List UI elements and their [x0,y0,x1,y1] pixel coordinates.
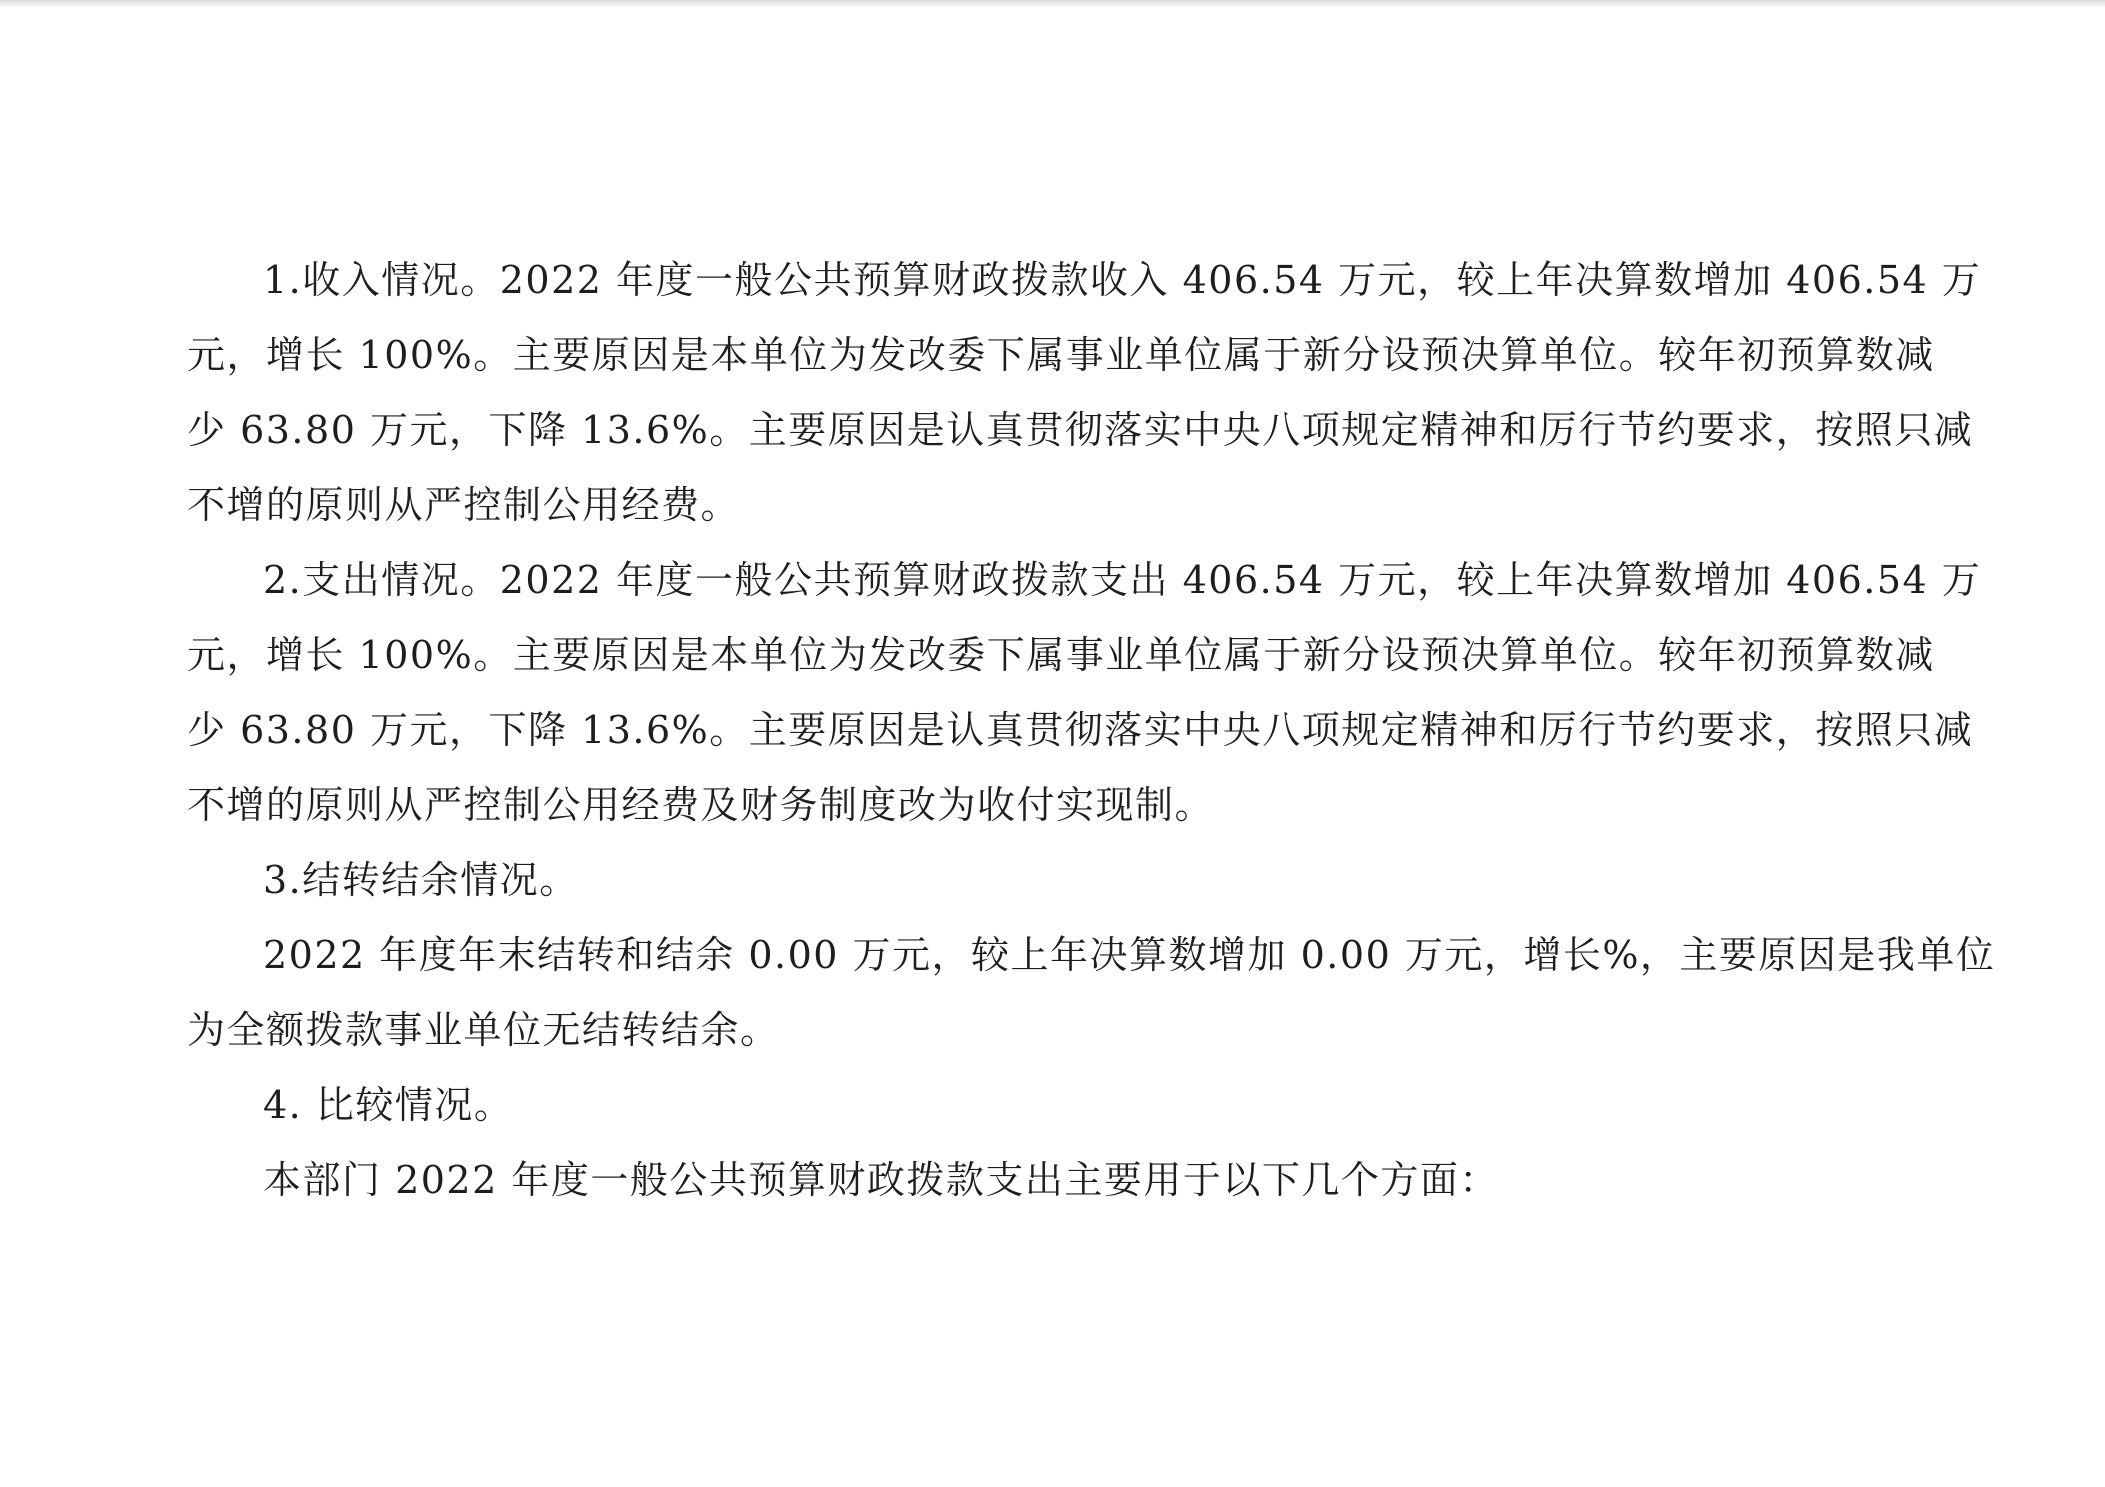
paragraph-expense-line-3: 少 63.80 万元，下降 13.6%。主要原因是认真贯彻落实中央八项规定精神和厉行节约要求，按照只减 [187,708,1974,752]
paragraph-carryover-line-1: 2022 年度年末结转和结余 0.00 万元，较上年决算数增加 0.00 万元，增长%，主要原因是我单位 [263,933,1996,977]
paragraph-expense-line-1: 2.支出情况。2022 年度一般公共预算财政拨款支出 406.54 万元，较上年决算数增加 406.54 万 [263,558,1982,602]
scan-top-edge [0,0,2105,8]
paragraph-income-line-1: 1.收入情况。2022 年度一般公共预算财政拨款收入 406.54 万元，较上年决算数增加 406.54 万 [263,258,1982,302]
section-heading-carryover: 3.结转结余情况。 [263,858,579,902]
paragraph-expense-line-4: 不增的原则从严控制公用经费及财务制度改为收付实现制。 [187,783,1215,827]
paragraph-income-line-2: 元，增长 100%。主要原因是本单位为发改委下属事业单位属于新分设预决算单位。较年初预算数减 [187,333,1935,377]
paragraph-comparison-intro: 本部门 2022 年度一般公共预算财政拨款支出主要用于以下几个方面： [263,1158,1499,1202]
paragraph-carryover-line-2: 为全额拨款事业单位无结转结余。 [187,1008,780,1052]
section-heading-comparison: 4. 比较情况。 [263,1083,514,1127]
paragraph-expense-line-2: 元，增长 100%。主要原因是本单位为发改委下属事业单位属于新分设预决算单位。较年初预算数减 [187,633,1935,677]
paragraph-income-line-4: 不增的原则从严控制公用经费。 [187,483,741,527]
paragraph-income-line-3: 少 63.80 万元，下降 13.6%。主要原因是认真贯彻落实中央八项规定精神和厉行节约要求，按照只减 [187,408,1974,452]
